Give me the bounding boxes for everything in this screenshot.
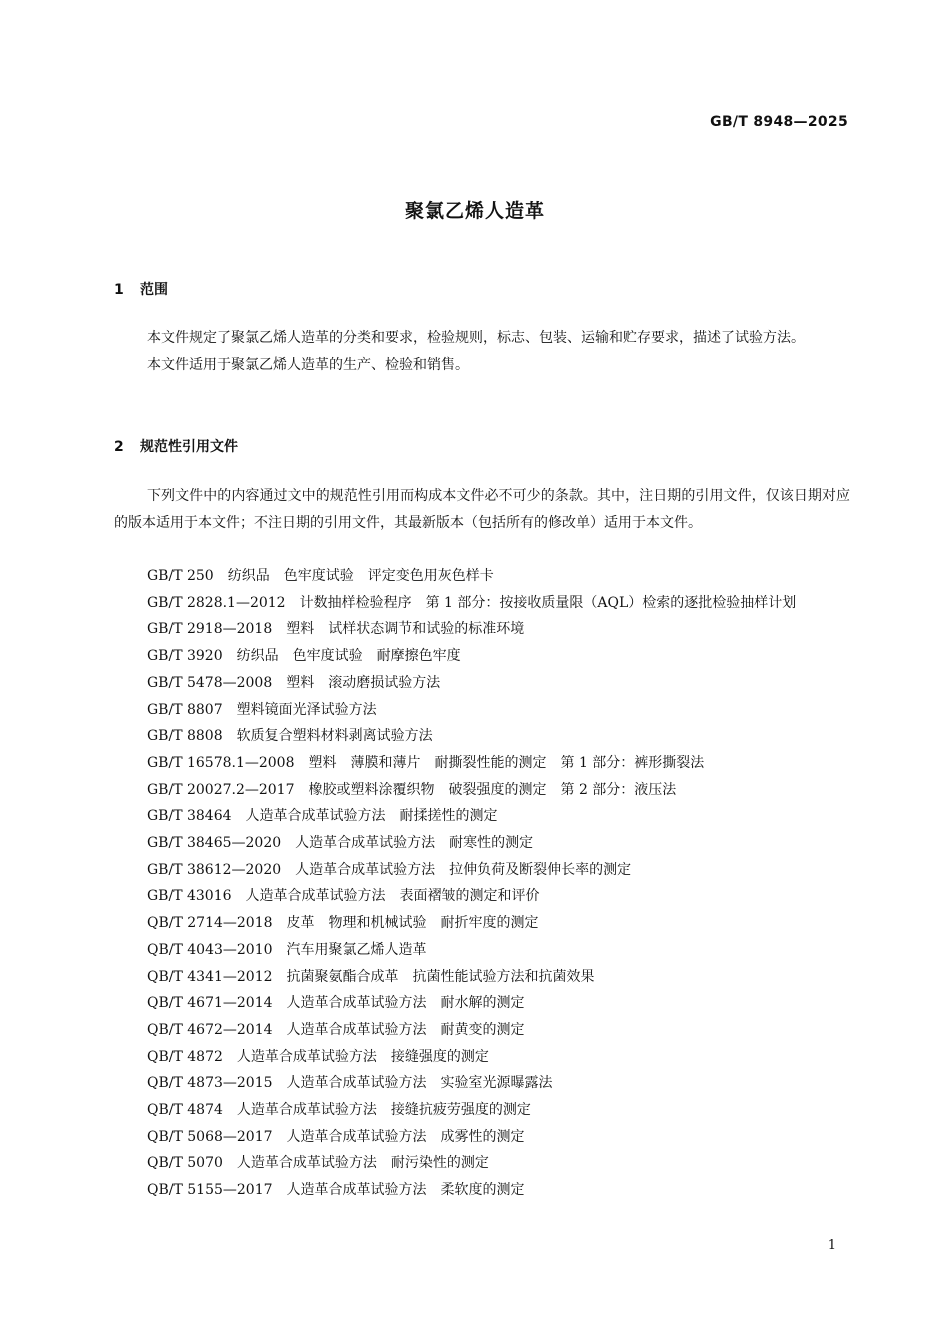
reference-title: 纺织品 色牢度试验 评定变色用灰色样卡 <box>227 568 494 584</box>
reference-code: QB/T 4874 <box>147 1102 223 1119</box>
section-2-intro <box>114 483 850 536</box>
reference-title: 人造革合成革试验方法 耐污染性的测定 <box>236 1155 489 1172</box>
reference-title: 人造革合成革试验方法 柔软度的测定 <box>286 1182 525 1199</box>
reference-title: 抗菌聚氨酯合成革 抗菌性能试验方法和抗菌效果 <box>286 968 595 985</box>
reference-item <box>114 1097 850 1124</box>
reference-item <box>114 750 850 777</box>
scope-paragraph-2: 本文件适用于聚氯乙烯人造革的生产、检验和销售。 <box>147 356 469 373</box>
reference-list <box>114 563 850 1204</box>
document-title: 聚氯乙烯人造革 <box>404 200 545 222</box>
reference-item <box>114 1017 850 1044</box>
reference-item <box>114 803 850 830</box>
section-1-number: 1 <box>114 282 124 298</box>
reference-item <box>114 697 850 724</box>
reference-code: QB/T 4671—2014 <box>147 995 273 1012</box>
reference-code: QB/T 4672—2014 <box>147 1021 273 1038</box>
reference-code: GB/T 20027.2—2017 <box>147 781 295 798</box>
section-2-heading <box>114 436 238 456</box>
reference-code: QB/T 2714—2018 <box>147 915 273 932</box>
reference-code: GB/T 5478—2008 <box>147 674 273 691</box>
reference-title: 塑料 试样状态调节和试验的标准环境 <box>286 621 525 638</box>
section-2-number: 2 <box>114 439 124 455</box>
page-number: 1 <box>827 1238 836 1253</box>
reference-item <box>114 1070 850 1097</box>
reference-title: 纺织品 色牢度试验 耐摩擦色牢度 <box>236 648 461 665</box>
reference-title: 人造革合成革试验方法 耐黄变的测定 <box>286 1021 525 1038</box>
reference-title: 皮革 物理和机械试验 耐折牢度的测定 <box>286 915 539 932</box>
reference-title: 人造革合成革试验方法 耐揉搓性的测定 <box>245 808 498 825</box>
reference-code: GB/T 8808 <box>147 728 223 745</box>
reference-title: 软质复合塑料材料剥离试验方法 <box>236 728 433 745</box>
reference-item <box>114 964 850 991</box>
normative-references-intro: 下列文件中的内容通过文中的规范性引用而构成本文件必不可少的条款。其中，注日期的引用文件，仅该日期对应的版本适用于本文件；不注日期的引用文件，其最新版本（包括所有的修改单）适用于本文件。 <box>114 488 850 531</box>
reference-code: QB/T 5068—2017 <box>147 1128 273 1145</box>
reference-title: 塑料镜面光泽试验方法 <box>236 701 377 718</box>
reference-item <box>114 937 850 964</box>
reference-code: GB/T 38464 <box>147 808 232 825</box>
reference-code: QB/T 4043—2010 <box>147 941 273 958</box>
reference-title: 塑料 薄膜和薄片 耐撕裂性能的测定 第 1 部分：裤形撕裂法 <box>308 754 705 771</box>
reference-item <box>114 830 850 857</box>
reference-item <box>114 883 850 910</box>
reference-item <box>114 1177 850 1204</box>
scope-paragraph-1: 本文件规定了聚氯乙烯人造革的分类和要求，检验规则，标志、包装、运输和贮存要求，描述了试验方法。 <box>147 330 805 346</box>
reference-code: QB/T 4872 <box>147 1048 223 1065</box>
reference-item <box>114 1044 850 1071</box>
section-2-title: 规范性引用文件 <box>140 439 238 455</box>
reference-code: GB/T 38465—2020 <box>147 835 282 852</box>
reference-code: GB/T 2918—2018 <box>147 621 273 638</box>
reference-title: 人造革合成革试验方法 拉伸负荷及断裂伸长率的测定 <box>295 861 632 878</box>
reference-title: 人造革合成革试验方法 表面褶皱的测定和评价 <box>245 888 540 905</box>
section-1-heading <box>114 279 168 299</box>
reference-code: GB/T 8807 <box>147 701 223 718</box>
reference-item <box>114 910 850 937</box>
reference-item <box>114 1124 850 1151</box>
reference-code: QB/T 4341—2012 <box>147 968 273 985</box>
reference-item <box>114 590 850 617</box>
reference-item <box>114 857 850 884</box>
reference-title: 人造革合成革试验方法 接缝抗疲劳强度的测定 <box>236 1102 531 1119</box>
reference-item <box>114 643 850 670</box>
standard-code: GB/T 8948—2025 <box>710 114 848 130</box>
reference-code: QB/T 5070 <box>147 1155 223 1172</box>
reference-code: GB/T 16578.1—2008 <box>147 754 295 771</box>
reference-code: GB/T 250 <box>147 568 214 584</box>
reference-title: 人造革合成革试验方法 耐寒性的测定 <box>295 835 534 852</box>
reference-title: 汽车用聚氯乙烯人造革 <box>286 941 427 958</box>
reference-title: 人造革合成革试验方法 耐水解的测定 <box>286 995 525 1012</box>
reference-code: GB/T 2828.1—2012 <box>147 594 286 611</box>
reference-code: GB/T 38612—2020 <box>147 861 282 878</box>
reference-code: QB/T 4873—2015 <box>147 1075 273 1092</box>
section-1-title: 范围 <box>140 282 168 298</box>
reference-item <box>114 616 850 643</box>
reference-code: QB/T 5155—2017 <box>147 1182 273 1199</box>
reference-title: 计数抽样检验程序 第 1 部分：按接收质量限（AQL）检索的逐批检验抽样计划 <box>299 594 797 611</box>
reference-title: 人造革合成革试验方法 实验室光源曝露法 <box>286 1075 553 1092</box>
reference-title: 人造革合成革试验方法 接缝强度的测定 <box>236 1048 489 1065</box>
reference-title: 塑料 滚动磨损试验方法 <box>286 674 441 691</box>
reference-item <box>114 723 850 750</box>
reference-title: 人造革合成革试验方法 成雾性的测定 <box>286 1128 525 1145</box>
reference-item <box>114 777 850 804</box>
reference-code: GB/T 43016 <box>147 888 232 905</box>
reference-item <box>114 1150 850 1177</box>
reference-item <box>114 563 850 590</box>
section-1-body <box>114 325 850 378</box>
reference-item <box>114 670 850 697</box>
reference-title: 橡胶或塑料涂覆织物 破裂强度的测定 第 2 部分：液压法 <box>308 781 677 798</box>
reference-item <box>114 990 850 1017</box>
reference-code: GB/T 3920 <box>147 648 223 665</box>
